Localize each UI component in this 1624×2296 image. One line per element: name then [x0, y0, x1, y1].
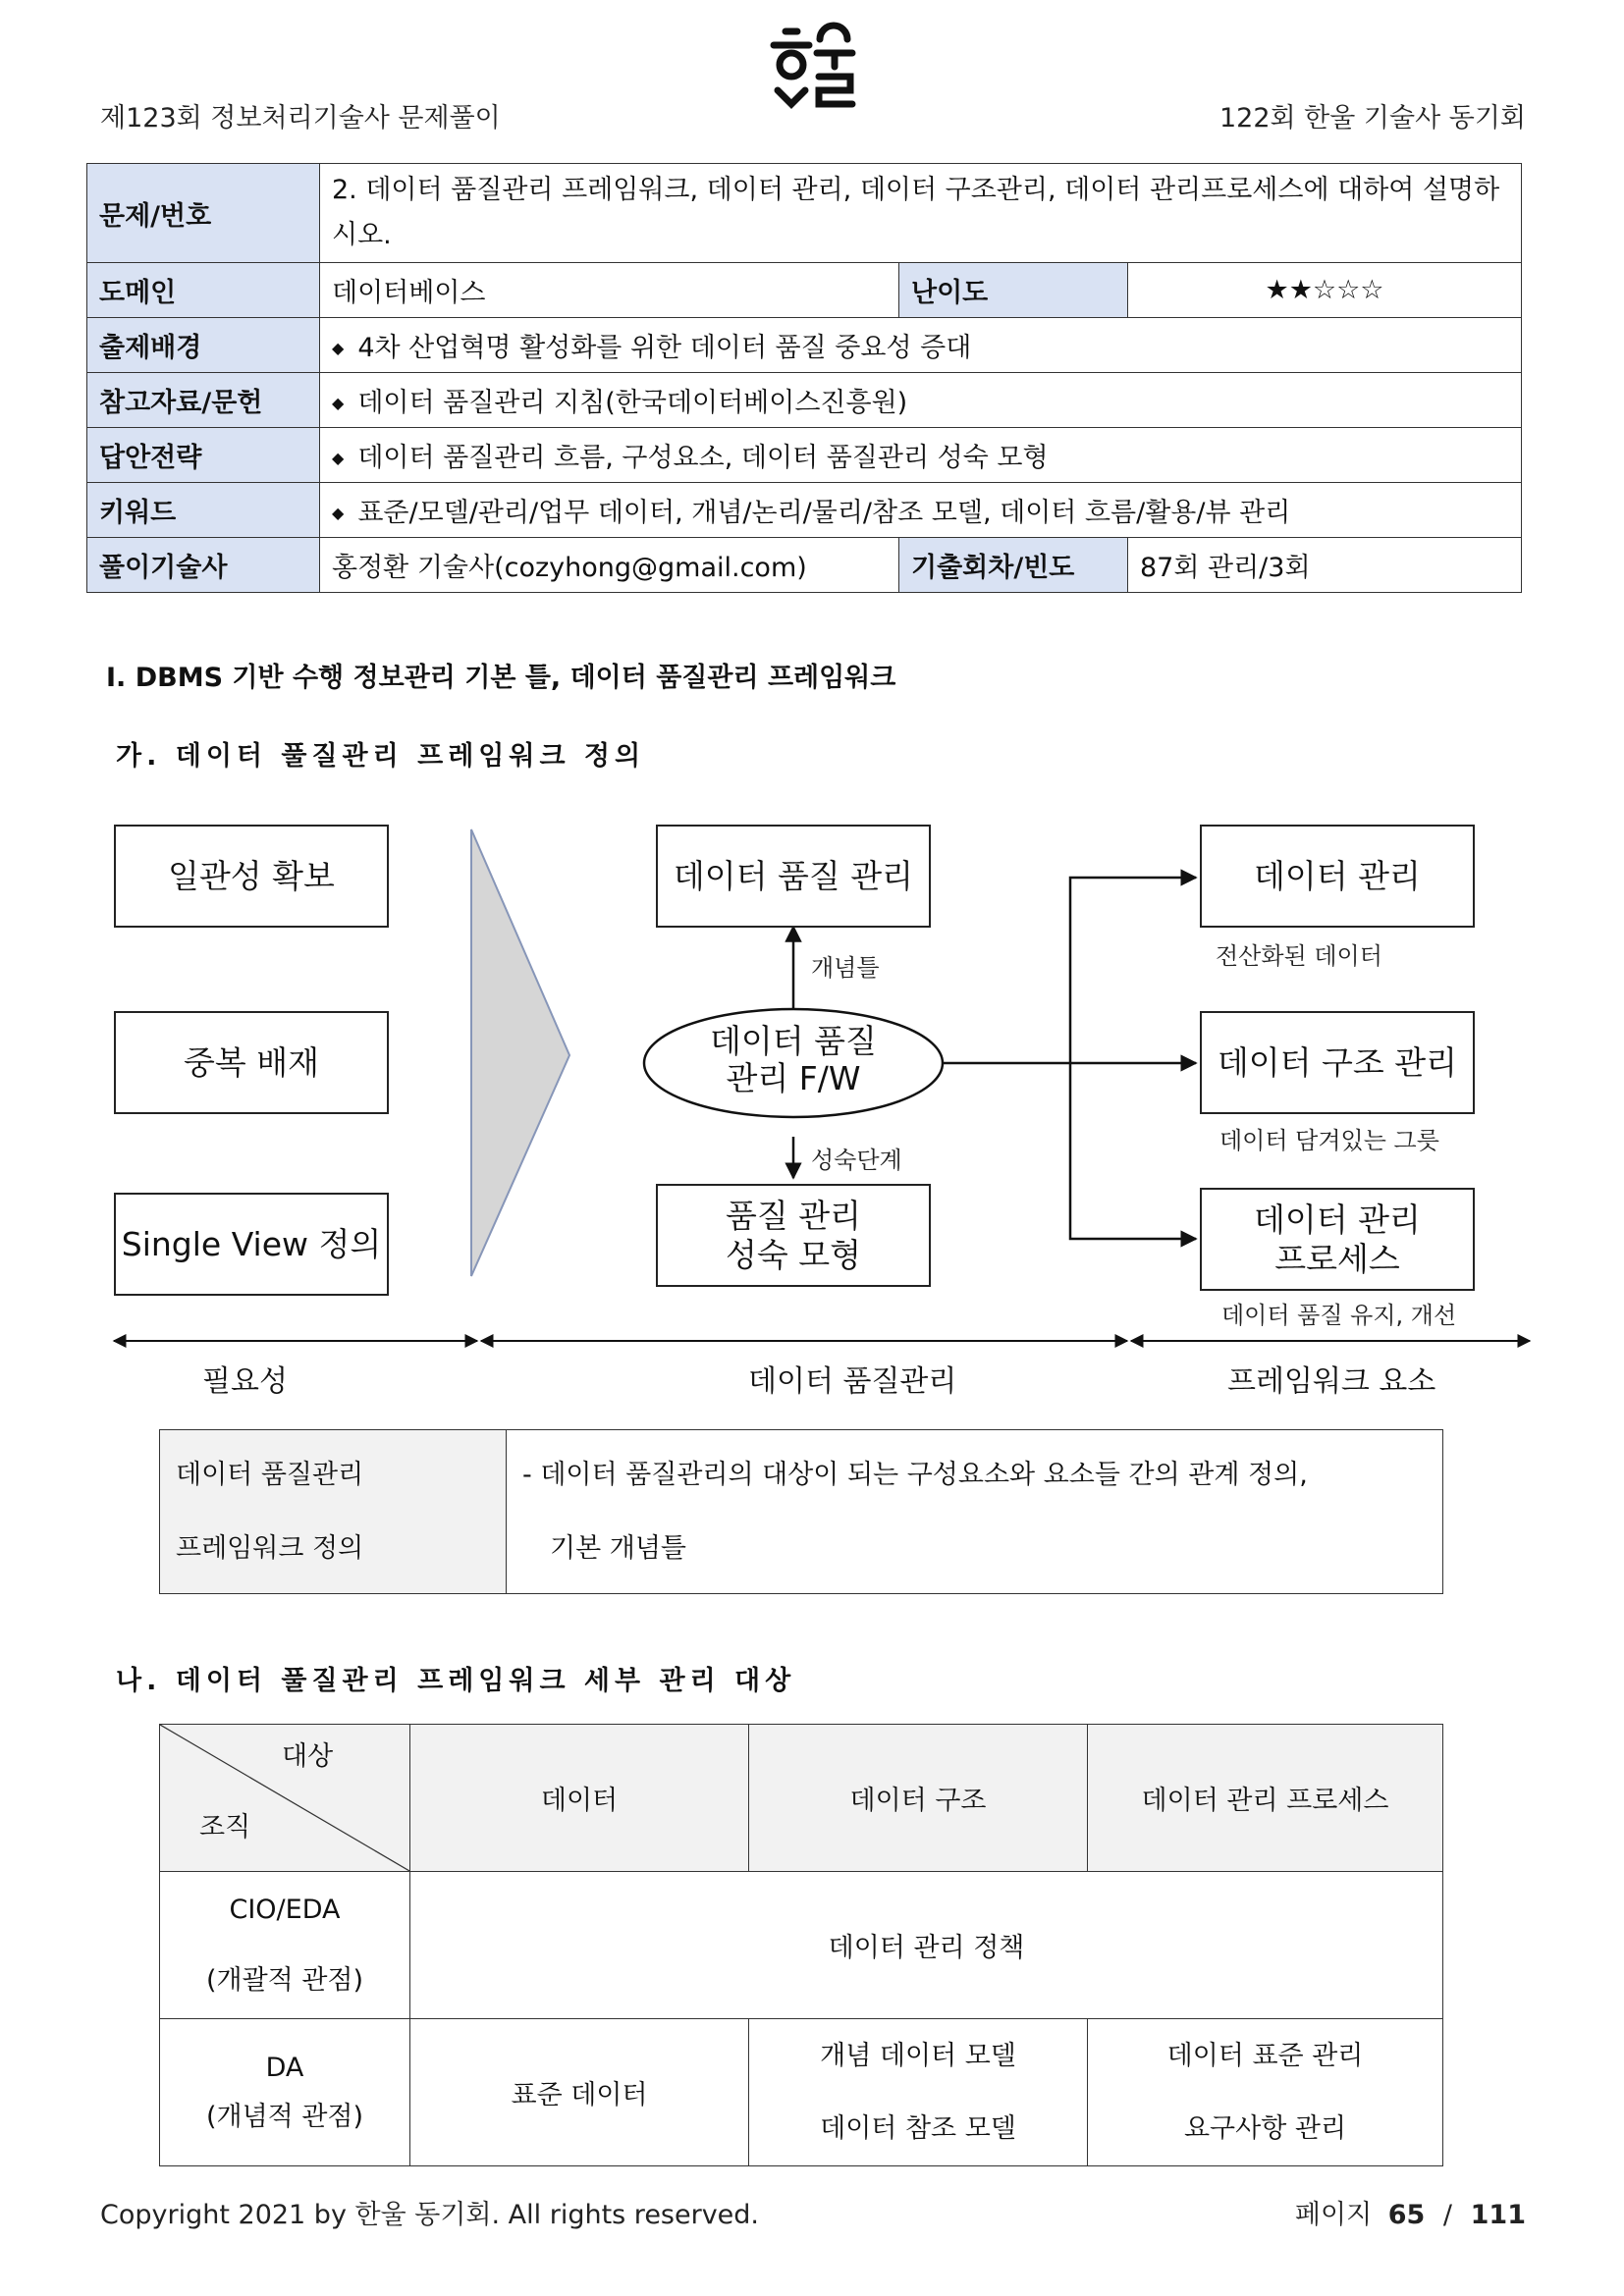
definition-label: 데이터 품질관리 프레임워크 정의: [160, 1430, 507, 1594]
domain-label: 도메인: [87, 263, 320, 318]
header-right: 122회 한울 기술사 동기회: [1218, 103, 1526, 133]
process-management-box: 데이터 관리 프로세스: [1200, 1188, 1475, 1291]
maturity-stage-label: 성숙단계: [811, 1147, 902, 1174]
problem-label: 문제/번호: [87, 164, 320, 263]
axis-label-elements: 프레임워크 요소: [1227, 1364, 1436, 1399]
col-structure: 데이터 구조: [749, 1725, 1088, 1872]
hanul-logo: [766, 22, 874, 130]
corner-cell: [160, 1725, 410, 1872]
definition-text: - 데이터 품질관리의 대상이 되는 구성요소와 요소들 간의 관계 정의, 기본 개념틀: [507, 1430, 1443, 1594]
solver-label: 풀이기술사: [87, 538, 320, 593]
problem-text: 2. 데이터 품질관리 프레임워크, 데이터 관리, 데이터 구조관리, 데이터 관리프로세스에 대하여 설명하시오.: [320, 164, 1522, 263]
data-management-box: 데이터 관리: [1200, 825, 1475, 928]
row-da-org: DA (개념적 관점): [160, 2019, 410, 2166]
difficulty-stars: ★★☆☆☆: [1128, 263, 1522, 318]
left-box-dedup: 중복 배재: [114, 1011, 389, 1114]
solver-value: 홍정환 기술사(cozyhong@gmail.com): [320, 538, 899, 593]
concept-frame-label: 개념틀: [811, 954, 880, 982]
row-cio-policy: 데이터 관리 정책: [410, 1872, 1443, 2019]
subsection-a-title: 가. 데이터 풀질관리 프레임워크 정의: [116, 741, 646, 772]
keyword-label: 키워드: [87, 483, 320, 538]
structure-management-note: 데이터 담겨있는 그릇: [1219, 1127, 1439, 1154]
reference-label: 참고자료/문헌: [87, 373, 320, 428]
row-cio-org: CIO/EDA (개괄적 관점): [160, 1872, 410, 2019]
structure-management-box: 데이터 구조 관리: [1200, 1011, 1475, 1114]
reference-value: ◆ 데이터 품질관리 지침(한국데이터베이스진흥원): [332, 388, 907, 418]
difficulty-label: 난이도: [899, 263, 1128, 318]
corner-target-label: 대상: [282, 1741, 334, 1772]
quality-framework-diagram: [98, 805, 1542, 1414]
domain-value: 데이터베이스: [320, 263, 899, 318]
subsection-b-title: 나. 데이터 풀질관리 프레임워크 세부 관리 대상: [116, 1666, 796, 1696]
funnel-triangle: [471, 829, 569, 1276]
row-da-process: 데이터 표준 관리 요구사항 관리: [1088, 2019, 1443, 2166]
row-da-data: 표준 데이터: [410, 2019, 749, 2166]
axis-label-quality: 데이터 품질관리: [748, 1364, 957, 1399]
framework-ellipse-label: 데이터 품질 관리 F/W: [710, 1022, 877, 1097]
row-da-structure: 개념 데이터 모델 데이터 참조 모델: [749, 2019, 1088, 2166]
background-label: 출제배경: [87, 318, 320, 373]
arrow-to-data-management: [1070, 878, 1196, 1063]
maturity-model-box: 품질 관리 성숙 모형: [656, 1184, 931, 1287]
process-management-note: 데이터 품질 유지, 개선: [1221, 1302, 1457, 1329]
keyword-value: ◆ 표준/모델/관리/업무 데이터, 개념/논리/물리/참조 모델, 데이터 흐름/활용/뷰 관리: [332, 498, 1290, 528]
definition-table: [159, 1429, 1443, 1594]
strategy-value: ◆ 데이터 품질관리 흐름, 구성요소, 데이터 품질관리 성숙 모형: [332, 443, 1049, 473]
corner-org-label: 조직: [199, 1812, 251, 1842]
header-left: 제123회 정보처리기술사 문제풀이: [100, 103, 501, 133]
col-process: 데이터 관리 프로세스: [1088, 1725, 1443, 1872]
frequency-label: 기출회차/빈도: [899, 538, 1128, 593]
arrow-to-process-management: [1070, 1063, 1196, 1239]
strategy-label: 답안전략: [87, 428, 320, 483]
problem-meta-table: [86, 163, 1522, 593]
col-data: 데이터: [410, 1725, 749, 1872]
left-box-consistency: 일관성 확보: [114, 825, 389, 928]
footer-copyright: Copyright 2021 by 한울 동기회. All rights reserved.: [100, 2200, 760, 2230]
quality-management-box: 데이터 품질 관리: [656, 825, 931, 928]
background-value: ◆ 4차 산업혁명 활성화를 위한 데이터 품질 중요성 증대: [332, 333, 971, 363]
data-management-note: 전산화된 데이터: [1216, 942, 1382, 970]
management-target-table: [159, 1724, 1443, 2166]
section-title: Ⅰ. DBMS 기반 수행 정보관리 기본 틀, 데이터 품질관리 프레임워크: [106, 663, 896, 693]
page-number: 페이지 65 / 111: [1294, 2200, 1526, 2230]
axis-label-necessity: 필요성: [202, 1364, 288, 1399]
left-box-single-view: Single View 정의: [114, 1193, 389, 1296]
frequency-value: 87회 관리/3회: [1128, 538, 1522, 593]
